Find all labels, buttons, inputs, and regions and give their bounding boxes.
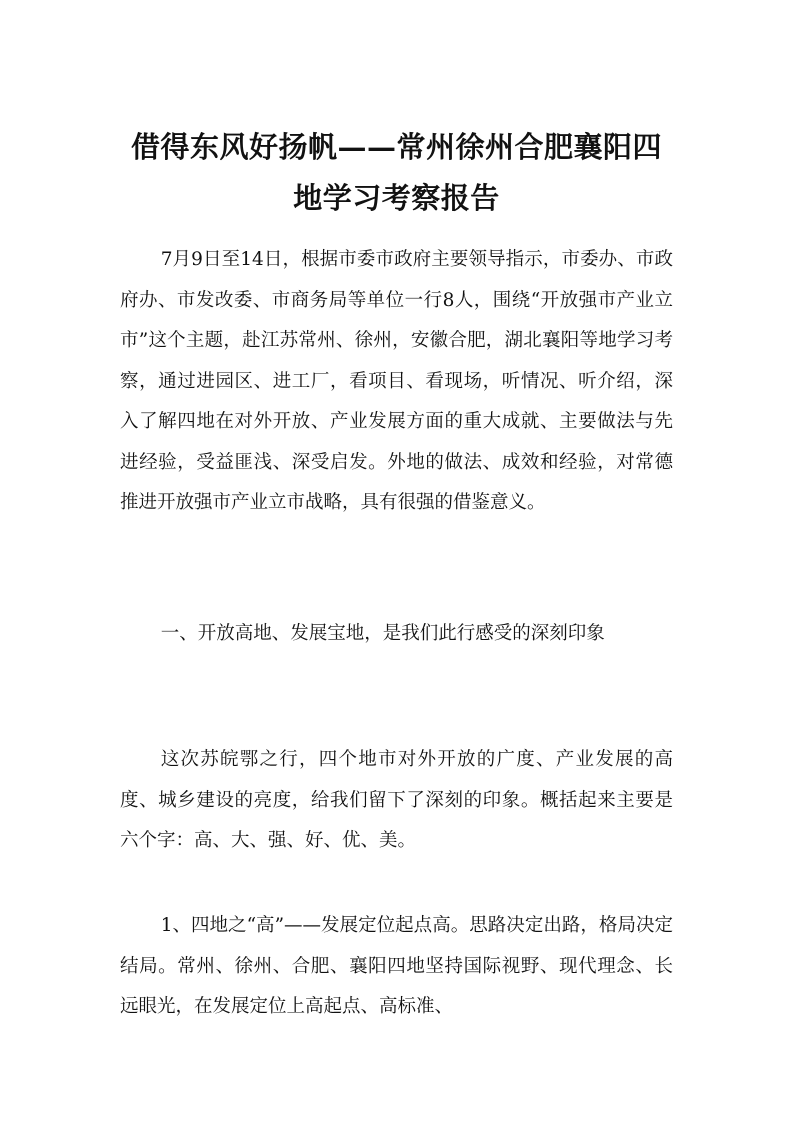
intro-paragraph: 7月9日至14日，根据市委市政府主要领导指示，市委办、市政府办、市发改委、市商务局等单位一行8人，围绕“开放强市产业立市”这个主题，赴江苏常州、徐州，安徽合肥，湖北襄阳等地学习考察，通过进园区、进工厂，看项目、看现场，听情况、听介绍，深入了解四地在对外开放、产业发展方面的重大成就、主要做法与先进经验，受益匪浅、深受启发。外地的做法、成效和经验，对常德推进开放强市产业立市战略，具有很强的借鉴意义。 (120, 249, 673, 513)
document-title (120, 122, 673, 224)
point-1-paragraph: 1、四地之“高”——发展定位起点高。思路决定出路，格局决定结局。常州、徐州、合肥、襄阳四地坚持国际视野、现代理念、长远眼光，在发展定位上高起点、高标准、 (120, 915, 673, 1017)
section-heading-1: 一、开放高地、发展宝地，是我们此行感受的深刻印象 (160, 623, 605, 644)
title-line-2: 地学习考察报告 (293, 181, 500, 215)
title-line-1: 借得东风好扬帆——常州徐州合肥襄阳四 (130, 130, 662, 164)
summary-paragraph: 这次苏皖鄂之行，四个地市对外开放的广度、产业发展的高度、城乡建设的亮度，给我们留下了深刻的印象。概括起来主要是六个字：高、大、强、好、优、美。 (120, 749, 673, 851)
